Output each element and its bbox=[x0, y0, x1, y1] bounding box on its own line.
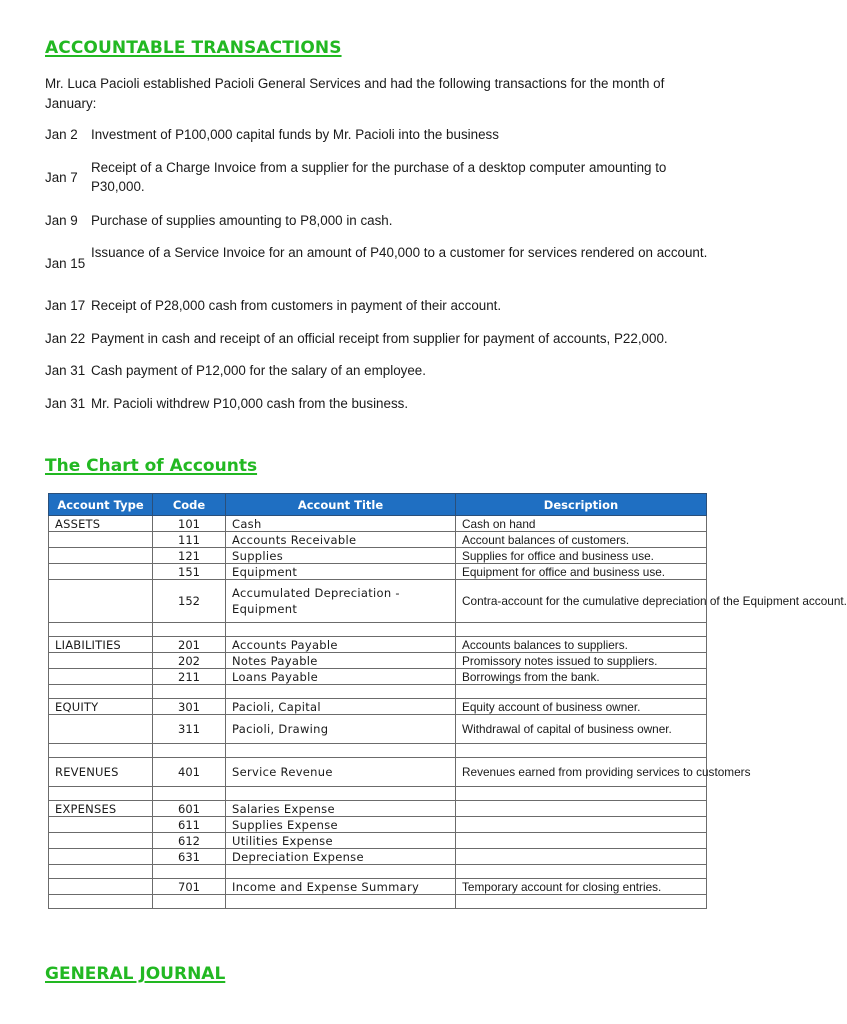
account-title-cell: Supplies Expense bbox=[226, 817, 456, 833]
account-type-cell bbox=[49, 715, 153, 744]
table-row bbox=[49, 653, 707, 669]
code-cell bbox=[153, 895, 226, 909]
description-cell: Contra-account for the cumulative depreciation of the Equipment account. bbox=[456, 580, 707, 623]
code-cell: 121 bbox=[153, 548, 226, 564]
account-type-cell bbox=[49, 849, 153, 865]
account-type-cell bbox=[49, 833, 153, 849]
account-title-cell: Pacioli, Drawing bbox=[226, 715, 456, 744]
code-cell: 631 bbox=[153, 849, 226, 865]
description-cell bbox=[456, 787, 707, 801]
account-type-cell bbox=[49, 787, 153, 801]
table-row bbox=[49, 895, 707, 909]
table-row bbox=[49, 849, 707, 865]
table-row bbox=[49, 623, 707, 637]
code-cell: 401 bbox=[153, 758, 226, 787]
chart-of-accounts-heading: The Chart of Accounts bbox=[45, 456, 258, 476]
transaction-date: Jan 2 bbox=[45, 127, 78, 142]
account-type-cell bbox=[49, 685, 153, 699]
transaction-description: Issuance of a Service Invoice for an amount of P40,000 to a customer for services rendered on account. bbox=[91, 245, 708, 260]
code-cell bbox=[153, 685, 226, 699]
account-title-cell: Service Revenue bbox=[226, 758, 456, 787]
description-cell bbox=[456, 833, 707, 849]
description-cell: Equipment for office and business use. bbox=[456, 564, 707, 580]
account-type-cell bbox=[49, 564, 153, 580]
transaction-date: Jan 7 bbox=[45, 170, 78, 185]
transaction-date: Jan 31 bbox=[45, 396, 86, 411]
header-account-title: Account Title bbox=[226, 494, 456, 516]
account-title-cell: Utilities Expense bbox=[226, 833, 456, 849]
code-cell bbox=[153, 744, 226, 758]
description-cell bbox=[456, 865, 707, 879]
table-row bbox=[49, 532, 707, 548]
transaction-date: Jan 31 bbox=[45, 363, 86, 378]
description-cell: Account balances of customers. bbox=[456, 532, 707, 548]
intro-paragraph: Mr. Luca Pacioli established Pacioli General Services and had the following transactions for the month of January: bbox=[45, 76, 665, 111]
account-title-cell bbox=[226, 744, 456, 758]
account-title-cell bbox=[226, 787, 456, 801]
code-cell: 101 bbox=[153, 516, 226, 532]
code-cell: 152 bbox=[153, 580, 226, 623]
table-row bbox=[49, 580, 707, 623]
account-title-cell bbox=[226, 895, 456, 909]
table-row bbox=[49, 833, 707, 849]
header-account-type: Account Type bbox=[49, 494, 153, 516]
transaction-description: Mr. Pacioli withdrew P10,000 cash from the business. bbox=[91, 396, 409, 411]
description-cell: Supplies for office and business use. bbox=[456, 548, 707, 564]
chart-of-accounts-table bbox=[48, 493, 847, 909]
account-type-cell bbox=[49, 669, 153, 685]
description-cell: Revenues earned from providing services to customers bbox=[456, 758, 707, 787]
table-row bbox=[49, 879, 707, 895]
transaction-date: Jan 9 bbox=[45, 213, 78, 228]
account-type-cell: EXPENSES bbox=[49, 801, 153, 817]
account-type-cell bbox=[49, 879, 153, 895]
description-cell: Borrowings from the bank. bbox=[456, 669, 707, 685]
account-title-cell: Accounts Receivable bbox=[226, 532, 456, 548]
table-row bbox=[49, 817, 707, 833]
description-cell: Cash on hand bbox=[456, 516, 707, 532]
table-row bbox=[49, 715, 707, 744]
code-cell: 601 bbox=[153, 801, 226, 817]
account-type-cell bbox=[49, 623, 153, 637]
table-row bbox=[49, 516, 707, 532]
code-cell: 612 bbox=[153, 833, 226, 849]
code-cell: 211 bbox=[153, 669, 226, 685]
transaction-date: Jan 15 bbox=[45, 256, 86, 271]
account-title-cell: Cash bbox=[226, 516, 456, 532]
description-cell bbox=[456, 744, 707, 758]
description-cell: Promissory notes issued to suppliers. bbox=[456, 653, 707, 669]
account-title-cell: Pacioli, Capital bbox=[226, 699, 456, 715]
account-title-cell: Salaries Expense bbox=[226, 801, 456, 817]
account-title-cell: Accounts Payable bbox=[226, 637, 456, 653]
table-row bbox=[49, 548, 707, 564]
code-cell: 111 bbox=[153, 532, 226, 548]
account-title-cell: Depreciation Expense bbox=[226, 849, 456, 865]
account-type-cell bbox=[49, 548, 153, 564]
code-cell: 701 bbox=[153, 879, 226, 895]
header-description: Description bbox=[456, 494, 707, 516]
table-row bbox=[49, 564, 707, 580]
transaction-description: Purchase of supplies amounting to P8,000 in cash. bbox=[91, 213, 393, 228]
table-row bbox=[49, 744, 707, 758]
account-title-cell: Accumulated Depreciation - Equipment bbox=[226, 580, 456, 623]
general-journal-heading: GENERAL JOURNAL bbox=[45, 964, 226, 984]
account-title-cell: Supplies bbox=[226, 548, 456, 564]
account-title-cell: Income and Expense Summary bbox=[226, 879, 456, 895]
code-cell bbox=[153, 787, 226, 801]
account-type-cell bbox=[49, 895, 153, 909]
description-cell bbox=[456, 801, 707, 817]
transaction-date: Jan 22 bbox=[45, 331, 86, 346]
account-type-cell bbox=[49, 532, 153, 548]
code-cell: 311 bbox=[153, 715, 226, 744]
code-cell: 201 bbox=[153, 637, 226, 653]
code-cell: 151 bbox=[153, 564, 226, 580]
account-type-cell: EQUITY bbox=[49, 699, 153, 715]
account-type-cell: LIABILITIES bbox=[49, 637, 153, 653]
code-cell bbox=[153, 623, 226, 637]
table-row bbox=[49, 685, 707, 699]
table-row bbox=[49, 787, 707, 801]
description-cell: Accounts balances to suppliers. bbox=[456, 637, 707, 653]
description-cell bbox=[456, 895, 707, 909]
account-type-cell: REVENUES bbox=[49, 758, 153, 787]
description-cell bbox=[456, 623, 707, 637]
code-cell: 611 bbox=[153, 817, 226, 833]
transaction-description: Receipt of a Charge Invoice from a supplier for the purchase of a desktop computer amounting to P30,000. bbox=[91, 160, 667, 194]
transaction-description: Payment in cash and receipt of an official receipt from supplier for payment of accounts, P22,000. bbox=[91, 331, 668, 346]
table-row bbox=[49, 865, 707, 879]
description-cell bbox=[456, 685, 707, 699]
table-row bbox=[49, 801, 707, 817]
code-cell: 301 bbox=[153, 699, 226, 715]
account-type-cell bbox=[49, 817, 153, 833]
code-cell bbox=[153, 865, 226, 879]
transaction-description: Cash payment of P12,000 for the salary of an employee. bbox=[91, 363, 426, 378]
table-row bbox=[49, 669, 707, 685]
account-type-cell bbox=[49, 580, 153, 623]
description-cell: Equity account of business owner. bbox=[456, 699, 707, 715]
account-title-cell bbox=[226, 685, 456, 699]
description-cell bbox=[456, 849, 707, 865]
transaction-description: Receipt of P28,000 cash from customers in payment of their account. bbox=[91, 298, 502, 313]
table-header-row bbox=[49, 494, 707, 516]
description-cell bbox=[456, 817, 707, 833]
table-row bbox=[49, 637, 707, 653]
header-code: Code bbox=[153, 494, 226, 516]
account-title-cell: Notes Payable bbox=[226, 653, 456, 669]
account-title-cell bbox=[226, 865, 456, 879]
account-title-cell: Loans Payable bbox=[226, 669, 456, 685]
account-title-cell bbox=[226, 623, 456, 637]
table-row bbox=[49, 758, 707, 787]
table-row bbox=[49, 699, 707, 715]
account-type-cell bbox=[49, 744, 153, 758]
account-title-cell: Equipment bbox=[226, 564, 456, 580]
account-type-cell: ASSETS bbox=[49, 516, 153, 532]
transaction-description: Investment of P100,000 capital funds by Mr. Pacioli into the business bbox=[91, 127, 499, 142]
account-type-cell bbox=[49, 653, 153, 669]
accountable-transactions-heading: ACCOUNTABLE TRANSACTIONS bbox=[45, 38, 342, 58]
code-cell: 202 bbox=[153, 653, 226, 669]
account-type-cell bbox=[49, 865, 153, 879]
description-cell: Withdrawal of capital of business owner. bbox=[456, 715, 707, 744]
description-cell: Temporary account for closing entries. bbox=[456, 879, 707, 895]
transaction-date: Jan 17 bbox=[45, 298, 86, 313]
